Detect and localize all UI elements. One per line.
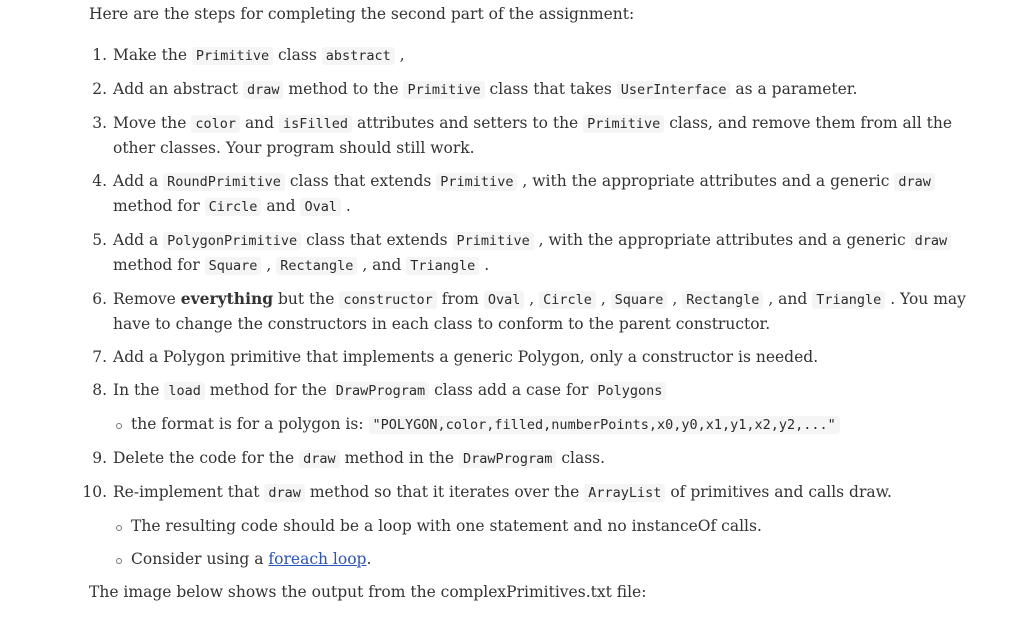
foreach-loop-link[interactable]: foreach loop <box>268 550 367 568</box>
step-text: method so that it iterates over the <box>304 483 585 501</box>
step-text: Add a <box>113 172 164 190</box>
code-color: color <box>191 115 240 133</box>
sub-list <box>113 412 973 437</box>
step-5 <box>92 228 973 278</box>
code-draw: draw <box>911 232 952 250</box>
step-text: Add a Polygon primitive that implements a generic Polygon, only a constructor is needed. <box>113 348 819 366</box>
code-primitive: Primitive <box>453 232 534 250</box>
step-text: of primitives and calls draw. <box>665 483 892 501</box>
code-draw: draw <box>894 173 935 191</box>
code-userinterface: UserInterface <box>617 81 731 99</box>
step-text: , <box>667 290 683 308</box>
step-text: . <box>479 256 490 274</box>
step-text: , <box>394 46 405 64</box>
step-number: 5. <box>92 231 107 249</box>
step-text: Remove <box>113 290 181 308</box>
code-draw: draw <box>264 484 305 502</box>
step-text: , with the appropriate attributes and a generic <box>517 172 895 190</box>
bullet-icon <box>116 558 122 564</box>
code-square: Square <box>205 257 262 275</box>
step-number: 6. <box>92 290 107 308</box>
step-text: In the <box>113 381 165 399</box>
step-4 <box>92 169 973 219</box>
code-constructor: constructor <box>339 291 436 309</box>
code-drawprogram: DrawProgram <box>332 382 429 400</box>
step-text: , and <box>763 290 813 308</box>
step-8 <box>92 378 973 437</box>
code-triangle: Triangle <box>406 257 479 275</box>
step-number: 8. <box>92 381 107 399</box>
step-text: from <box>436 290 484 308</box>
step-text: Delete the code for the <box>113 449 300 467</box>
code-load: load <box>164 382 205 400</box>
step-text: method to the <box>283 80 404 98</box>
step-text: Add an abstract <box>113 80 243 98</box>
step-text: . You may have to change the constructors in each class to conform to the parent constructor. <box>113 290 966 333</box>
step-text: Add a <box>113 231 164 249</box>
step-number: 10. <box>82 483 107 501</box>
step-number: 9. <box>92 449 107 467</box>
step-text: , <box>261 256 277 274</box>
code-polygon-format: "POLYGON,color,filled,numberPoints,x0,y0,x1,y1,x2,y2,..." <box>369 416 840 434</box>
step-2 <box>92 77 973 102</box>
sub-item-loop <box>113 514 973 538</box>
code-polygons: Polygons <box>593 382 666 400</box>
code-primitive: Primitive <box>583 115 664 133</box>
code-primitive: Primitive <box>436 173 517 191</box>
step-text: class <box>273 46 322 64</box>
step-number: 2. <box>92 80 107 98</box>
step-text: class add a case for <box>429 381 594 399</box>
steps-list <box>82 43 973 580</box>
step-text: as a parameter. <box>730 80 858 98</box>
step-number: 1. <box>92 46 107 64</box>
step-number: 4. <box>92 172 107 190</box>
code-rectangle: Rectangle <box>682 291 763 309</box>
step-text: class that extends <box>301 231 453 249</box>
step-3 <box>92 111 973 160</box>
code-draw: draw <box>243 81 284 99</box>
step-1 <box>92 43 973 68</box>
sub-item-text: The resulting code should be a loop with one statement and no instanceOf calls. <box>131 517 762 535</box>
step-text: . <box>340 197 351 215</box>
code-roundprimitive: RoundPrimitive <box>163 173 285 191</box>
step-9 <box>92 446 973 471</box>
step-text: but the <box>273 290 340 308</box>
code-square: Square <box>611 291 668 309</box>
code-primitive: Primitive <box>192 47 273 65</box>
step-text: class that extends <box>284 172 437 190</box>
step-text: , and <box>357 256 407 274</box>
step-text: and <box>261 197 301 215</box>
sub-item-polygon-format <box>113 412 973 437</box>
code-abstract: abstract <box>322 47 395 65</box>
bullet-icon <box>116 423 122 429</box>
sub-item-text: . <box>366 550 372 568</box>
step-text: Make the <box>113 46 192 64</box>
code-oval: Oval <box>300 198 341 216</box>
step-text: , <box>524 290 540 308</box>
step-text: and <box>240 114 280 132</box>
code-drawprogram: DrawProgram <box>459 450 556 468</box>
emphasis-everything: everything <box>180 289 274 308</box>
step-text: attributes and setters to the <box>352 114 584 132</box>
sub-item-foreach <box>113 547 973 571</box>
code-circle: Circle <box>205 198 262 216</box>
code-isfilled: isFilled <box>279 115 352 133</box>
code-oval: Oval <box>484 291 525 309</box>
step-text: method for the <box>204 381 332 399</box>
step-text: class. <box>556 449 606 467</box>
outro-paragraph: The image below shows the output from the complexPrimitives.txt file: <box>89 583 647 601</box>
step-6 <box>92 287 973 336</box>
step-text: method for <box>113 256 205 274</box>
step-text: Re-implement that <box>113 483 265 501</box>
step-text: class, and remove them from all the other classes. Your program should still work. <box>113 114 953 157</box>
code-triangle: Triangle <box>812 291 885 309</box>
bullet-icon <box>116 525 122 531</box>
code-circle: Circle <box>539 291 596 309</box>
step-text: class that takes <box>484 80 617 98</box>
code-arraylist: ArrayList <box>584 484 665 502</box>
step-text: Move the <box>113 114 192 132</box>
sub-item-text: the format is for a polygon is: <box>131 415 369 433</box>
step-7 <box>92 345 973 369</box>
step-number: 7. <box>92 348 107 366</box>
sub-item-text: Consider using a <box>131 550 269 568</box>
code-draw: draw <box>299 450 340 468</box>
step-text: method for <box>113 197 205 215</box>
step-text: , <box>595 290 611 308</box>
intro-paragraph: Here are the steps for completing the second part of the assignment: <box>89 5 635 23</box>
code-primitive: Primitive <box>403 81 484 99</box>
sub-list <box>113 514 973 571</box>
step-number: 3. <box>92 114 107 132</box>
code-polygonprimitive: PolygonPrimitive <box>163 232 301 250</box>
code-rectangle: Rectangle <box>276 257 357 275</box>
step-10 <box>82 480 973 571</box>
step-text: method in the <box>339 449 460 467</box>
step-text: , with the appropriate attributes and a generic <box>533 231 911 249</box>
